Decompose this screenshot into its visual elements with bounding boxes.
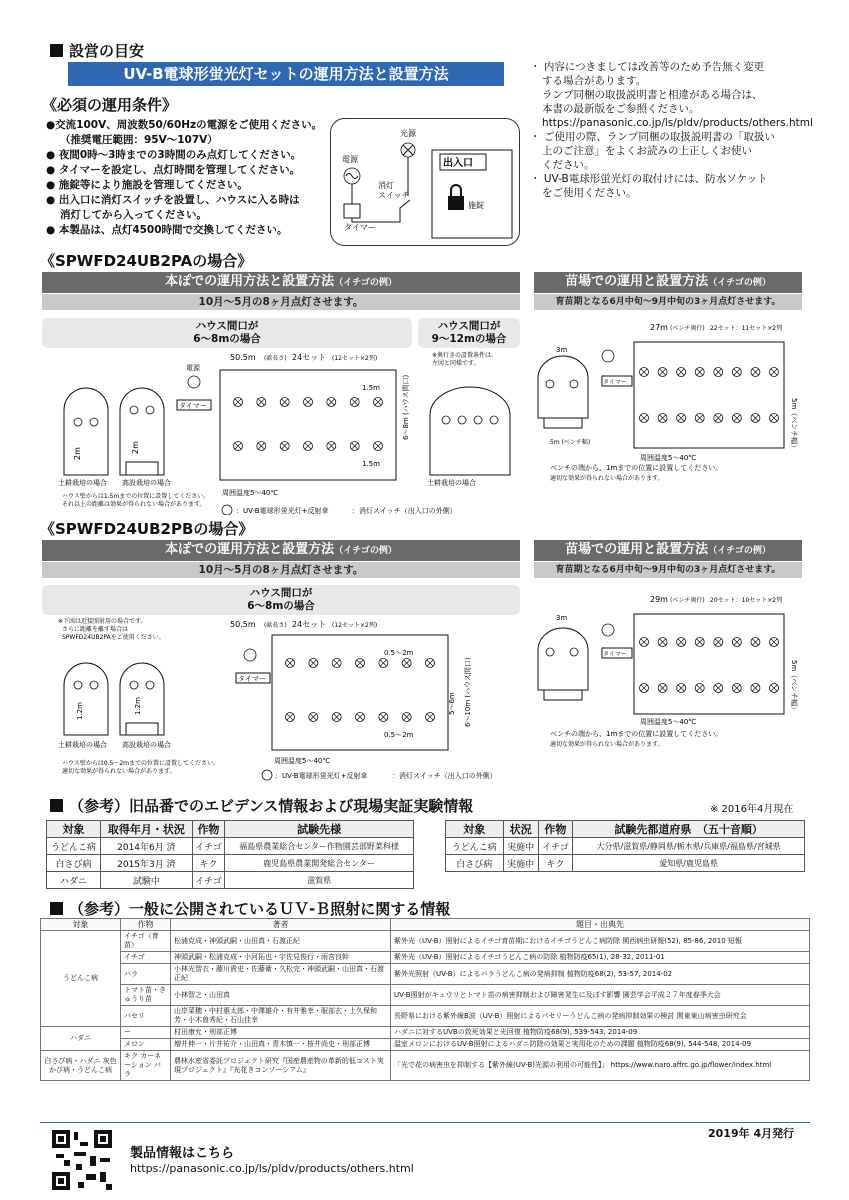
- table-row: 白さび病・ハダニ 灰色かび病・うどんこ病 キク カーネーション バラ 農林水産省委託プロジェクト研究『国産農産物の革新的低コスト実現プロジェクト』『光花きコンソーシアム』 「光で花の病害虫を抑制する【紫外線(UV-B)光源の利用の可能性】」 https://www.naro.affrc.go.jp/flower/index.html: [41, 1051, 810, 1081]
- wiring-diagram: [330, 118, 520, 246]
- note-line: ランプ同梱の取扱説明書と相違がある場合は、: [542, 89, 763, 101]
- table-row: ハダニ 試験中 イチゴ 滋賀県: [47, 872, 414, 889]
- house-width-tag-2: ハウス間口が 9～12mの場合: [418, 318, 520, 348]
- note-line: をご使用ください。: [542, 187, 637, 199]
- svg-text:(12セット×2列): (12セット×2列): [332, 355, 378, 362]
- public-table: 対象 作物 著者 題目・出典先 うどんこ病 イチゴ（育苗） 松浦克成・神頭武嗣・山田真・石渡正紀 紫外光（UV-B）照射によるイチゴ育苗期におけるイチゴうどんこ病防除 関西病虫研報(52), 85-86, 2010 短報 イチゴ 神頭武嗣・松浦克成・小河拓也・宇佐見俊行・雨宮良幹 紫外光（UV-B）照射によるイチゴうどんこ病の防除 植物防疫65(1), 28-32, 2011-01 バラ 小林光智衣・藤川貴史・佐藤衛・久松完・神頭武嗣・山田真・石渡正紀 紫外光照射（UV-B）によるバラうどんこ病の発病抑制 植物防疫68(2), 53-57, 2014-02 トマト苗・きゅうり苗 小林智之・山田真 UV-B照射がキュウリとトマト苗の病害抑制および障害発生に及ぼす影響 園芸学会平成２７年度春季大会 パセリ 山岸菜穂・中村惠太郎・中澤雄介・有井雅幸・服部玄・上久保和芳・小木曽秀紀・石山佳幸 長野県における紫外線B波（UV-B）照射によるパセリーうどんこ病の発病抑制効果の検討 関東東山病害虫研究会 ハダニ ー 村田康允・刑部正博 ハダニに対するUVBの致死効果と光回復 植物防疫68(9), 539-543, 2014-09 メロン 増井伸一・片井祐介・山田真・青木慎一・桜井尚史・刑部正博 温室メロンにおけるUV-B照射によるハダニ防除の効果と実用化のための課題 植物防疫68(9), 544-548, 2014-09 白さび病・ハダニ 灰色かび病・うどんこ病 キク カーネーション バラ 農林水産省委託プロジェクト研究『国産農産物の革新的低コスト実現プロジェクト』『光花きコンソーシアム』 「光で花の病害虫を抑制する【紫外線(UV-B)光源の利用の可能性】」 https://www.naro.affrc.go.jp/flower/index.html: [40, 918, 810, 1081]
- cond-item: ● 夜間0時～3時までの3時間のみ点灯してください。: [46, 149, 302, 161]
- svg-text:5m（ベンチ幅）: 5m（ベンチ幅）: [790, 398, 798, 452]
- svg-text:左図と同様です。: 左図と同様です。: [432, 360, 480, 367]
- note-line: ください。: [542, 159, 595, 171]
- svg-text:適切な効果が得られない場合があります。: 適切な効果が得られない場合があります。: [550, 475, 664, 482]
- table-row: トマト苗・きゅうり苗 小林智之・山田真 UV-B照射がキュウリとトマト苗の病害抑制および障害発生に及ぼす影響 園芸学会平成２７年度春季大会: [41, 985, 810, 1006]
- cond-item: （推奨電圧範囲：95V～107V）: [60, 134, 218, 146]
- house-width-tag-1: ハウス間口が 6～8mの場合: [42, 318, 412, 348]
- note-line: する場合があります。: [542, 75, 647, 87]
- section-b-title: 《SPWFD24UB2PBの場合》: [40, 520, 254, 538]
- section-heading: 設営の目安: [50, 40, 144, 61]
- switch-label-2: スイッチ: [378, 191, 410, 200]
- paddy-layout-diagram-b: [42, 615, 522, 785]
- svg-text:3m: 3m: [556, 614, 568, 622]
- cond-item: ●交流100V、周波数50/60Hzの電源をご使用ください。: [46, 119, 323, 131]
- svg-text:5～6m: 5～6m: [448, 692, 456, 715]
- svg-text:(畝長さ): (畝長さ): [264, 622, 287, 629]
- svg-text:27m: 27m: [650, 323, 668, 332]
- nursery-layout-diagram-b: [530, 590, 820, 755]
- svg-text:※奥行きの設置条件は、: ※奥行きの設置条件は、: [432, 352, 498, 359]
- table-row: うどんこ病 2014年6月 済 イチゴ 福島県農業総合センター作物園芸部野菜科様: [47, 838, 414, 855]
- svg-text:ハウス壁からは0.5～2mまでの位置に設置してください。: ハウス壁からは0.5～2mまでの位置に設置してください。: [62, 760, 220, 767]
- svg-text:周囲温度5～40℃: 周囲温度5～40℃: [640, 718, 697, 726]
- svg-text:2m: 2m: [73, 447, 82, 460]
- svg-text:20セット：10セット×2列: 20セット：10セット×2列: [710, 597, 783, 604]
- table-row: うどんこ病 イチゴ（育苗） 松浦克成・神頭武嗣・山田真・石渡正紀 紫外光（UV-B）照射によるイチゴ育苗期におけるイチゴうどんこ病防除 関西病虫研報(52), 85-86, 2010 短報: [41, 931, 810, 952]
- svg-text:0.5～2m: 0.5～2m: [384, 731, 414, 739]
- paddy-bar: 本ぽでの運用方法と設置方法（イチゴの例）: [42, 272, 520, 293]
- svg-text:SPWFD24UB2PAをご使用ください。: SPWFD24UB2PAをご使用ください。: [62, 634, 165, 641]
- svg-text:適切な効果が得られない場合があります。: 適切な効果が得られない場合があります。: [550, 741, 664, 748]
- nursery-bar: 苗場での運用と設置方法（イチゴの例）: [534, 272, 802, 293]
- note-line: ・ 内容につきましては改善等のため予告無く変更: [530, 61, 765, 73]
- svg-text:5m (ベンチ幅): 5m (ベンチ幅): [550, 439, 591, 446]
- temp-label: 周囲温度5～40℃: [222, 489, 279, 497]
- qr-code-icon[interactable]: [50, 1128, 114, 1192]
- nursery-period-b: 育苗期となる6月中旬～9月中旬の3ヶ月点灯させます。: [534, 562, 802, 578]
- length-label: 50.5m: [230, 353, 256, 362]
- legend-switch: ：消灯スイッチ（出入口の外側）: [352, 507, 457, 515]
- evidence-table-left: 対象 取得年月・状況 作物 試験先様 うどんこ病 2014年6月 済 イチゴ 福島県農業総合センター作物園芸部野菜科様 白さび病 2015年3月 済 キク 鹿児島県農業開発総合センター ハダニ 試験中 イチゴ 滋賀県: [46, 820, 414, 889]
- svg-text:タイマー: タイマー: [603, 379, 627, 386]
- timer-label: タイマー: [344, 223, 376, 232]
- svg-text:1.2m: 1.2m: [134, 697, 142, 715]
- nursery-period: 育苗期となる6月中旬～9月中旬の3ヶ月点灯させます。: [534, 294, 802, 310]
- svg-text:タイマー: タイマー: [238, 675, 266, 683]
- svg-text:29m: 29m: [650, 595, 668, 604]
- svg-text:(ベンチ奥行): (ベンチ奥行): [670, 597, 705, 604]
- svg-text:24セット: 24セット: [292, 620, 327, 629]
- table-row: ハダニ ー 村田康允・刑部正博 ハダニに対するUVBの致死効果と光回復 植物防疫68(9), 539-543, 2014-09: [41, 1027, 810, 1039]
- cond-item: ● 出入口に消灯スイッチを設置し、ハウスに入る時は: [46, 194, 300, 206]
- table-row: バラ 小林光智衣・藤川貴史・佐藤衛・久松完・神頭武嗣・山田真・石渡正紀 紫外光照射（UV-B）によるバラうどんこ病の発病抑制 植物防疫68(2), 53-57, 2014-02: [41, 964, 810, 985]
- svg-text:タイマー: タイマー: [603, 651, 627, 658]
- svg-text:周囲温度5～40℃: 周囲温度5～40℃: [274, 757, 331, 765]
- table-row: 白さび病 実施中 キク 愛知県/鹿児島県: [446, 855, 805, 872]
- svg-text:24セット: 24セット: [292, 353, 327, 362]
- entrance-label: 出入口: [443, 158, 473, 169]
- svg-text:6～10m (ハウス間口): 6～10m (ハウス間口): [464, 657, 472, 727]
- svg-text:6～8m (ハウス間口): 6～8m (ハウス間口): [402, 374, 410, 440]
- plan-timer-label: タイマー: [179, 402, 207, 410]
- lock-label: 施錠: [468, 201, 484, 210]
- cond-item: 消灯してから入ってください。: [60, 209, 207, 221]
- svg-text:1.2m: 1.2m: [76, 702, 84, 720]
- section-a-title: 《SPWFD24UB2PAの場合》: [40, 252, 253, 270]
- banner: UV-B電球形蛍光灯セットの運用方法と設置方法: [68, 62, 504, 86]
- table-row: イチゴ 神頭武嗣・松浦克成・小河拓也・宇佐見俊行・雨宮良幹 紫外光（UV-B）照射によるイチゴうどんこ病の防除 植物防疫65(1), 28-32, 2011-01: [41, 952, 810, 964]
- svg-text:ベンチの端から、1mまでの位置に設置してください。: ベンチの端から、1mまでの位置に設置してください。: [550, 730, 723, 738]
- svg-text:0.5～2m: 0.5～2m: [384, 649, 414, 657]
- notes: [530, 60, 830, 200]
- svg-text:(ベンチ奥行): (ベンチ奥行): [670, 325, 705, 332]
- note-line: 本書の最新版をご参照ください。: [542, 103, 700, 115]
- table-row: うどんこ病 実施中 イチゴ 大分県/滋賀県/静岡県/栃木県/兵庫県/福島県/宮城県: [446, 838, 805, 855]
- paddy-layout-diagram-a: [42, 350, 522, 515]
- svg-text:高設栽培の場合: 高設栽培の場合: [122, 741, 171, 749]
- issue-date: 2019年 4月発行: [708, 1127, 795, 1140]
- table-row: パセリ 山岸菜穂・中村惠太郎・中澤雄介・有井雅幸・服部玄・上久保和芳・小木曽秀紀・石山佳幸 長野県における紫外線B波（UV-B）照射によるパセリーうどんこ病の発病抑制効果の検討 関東東山病害虫研究会: [41, 1006, 810, 1027]
- product-info-label: 製品情報はこちら: [130, 1146, 235, 1161]
- svg-text:1.5m: 1.5m: [362, 460, 380, 468]
- svg-text:：UV-B電球形蛍光灯+反射傘: ：UV-B電球形蛍光灯+反射傘: [275, 772, 368, 780]
- cond-item: ● タイマーを設定し、点灯時間を管理してください。: [46, 164, 301, 176]
- svg-text:1.5m: 1.5m: [362, 384, 380, 392]
- high-bed-label: 高設栽培の場合: [122, 479, 171, 487]
- product-info-link[interactable]: https://panasonic.co.jp/ls/pldv/products/others.html: [130, 1162, 414, 1175]
- svg-text:50.5m: 50.5m: [230, 620, 256, 629]
- evidence-date: ※ 2016年4月現在: [710, 804, 794, 815]
- wall-note: それ以上の距離は効果が得られない場合があります。: [62, 501, 206, 508]
- nursery-bar-b: 苗場での運用と設置方法（イチゴの例）: [534, 540, 802, 561]
- legend-lamp: ：UV-B電球形蛍光灯+反射傘: [236, 507, 329, 515]
- svg-text:※下図は近接照射用の場合です。: ※下図は近接照射用の場合です。: [58, 618, 147, 625]
- wall-note: ハウス壁からは1.5mまでの位置に設置してください。: [62, 493, 210, 500]
- table-row: メロン 増井伸一・片井祐介・山田真・青木慎一・桜井尚史・刑部正博 温室メロンにおけるUV-B照射によるハダニ防除の効果と実用化のための課題 植物防疫68(9), 544-548, 2014-09: [41, 1039, 810, 1051]
- note-line: 上のご注意」をよくお読みの上正しくお使い: [542, 145, 752, 157]
- lamp-label: 光源: [400, 129, 416, 138]
- conditions-title: 《必須の運用条件》: [42, 96, 178, 114]
- nursery-layout-diagram-a: [530, 318, 820, 493]
- svg-text:ベンチの端から、1mまでの位置に設置してください。: ベンチの端から、1mまでの位置に設置してください。: [550, 464, 723, 472]
- svg-text:適切な効果が得られない場合があります。: 適切な効果が得られない場合があります。: [62, 768, 176, 775]
- lock-icon: [448, 196, 464, 210]
- svg-text:3m: 3m: [556, 346, 568, 354]
- note-line: ・ ご使用の際、ランプ同梱の取扱説明書の「取扱い: [530, 131, 775, 143]
- soil-label: 土耕栽培の場合: [427, 479, 476, 487]
- svg-text:(12セット×2列): (12セット×2列): [332, 622, 378, 629]
- plan-power-label: 電源: [186, 364, 200, 372]
- note-line: ・ UV-B電球形蛍光灯の取付けには、防水ソケット: [530, 173, 768, 185]
- switch-label: 消灯: [378, 181, 394, 190]
- svg-text:22セット：11セット×2列: 22セット：11セット×2列: [710, 325, 783, 332]
- power-label: 電源: [342, 155, 358, 164]
- svg-text:さらに距離を離す場合は: さらに距離を離す場合は: [62, 626, 129, 633]
- svg-text:2m: 2m: [131, 441, 140, 454]
- svg-text:(畝長さ): (畝長さ): [264, 355, 287, 362]
- note-url: https://panasonic.co.jp/ls/pldv/products/others.html: [542, 117, 813, 129]
- svg-text:：消灯スイッチ（出入口の外側）: ：消灯スイッチ（出入口の外側）: [392, 772, 497, 780]
- cond-item: ● 本製品は、点灯4500時間で交換してください。: [46, 224, 288, 236]
- evidence-heading: （参考）旧品番でのエビデンス情報および現場実証実験情報: [50, 795, 473, 816]
- public-heading: （参考）一般に公開されているＵＶ-Ｂ照射に関する情報: [50, 898, 450, 919]
- house-width-tag-b: ハウス間口が 6～8mの場合: [42, 585, 520, 615]
- table-row: 白さび病 2015年3月 済 キク 鹿児島県農業開発総合センター: [47, 855, 414, 872]
- paddy-period: 10月～5月の8ヶ月点灯させます。: [42, 294, 520, 310]
- paddy-period-b: 10月～5月の8ヶ月点灯させます。: [42, 562, 520, 578]
- evidence-table-right: 対象 状況 作物 試験先都道府県 （五十音順） うどんこ病 実施中 イチゴ 大分県/滋賀県/静岡県/栃木県/兵庫県/福島県/宮城県 白さび病 実施中 キク 愛知県/鹿児島県: [445, 820, 805, 872]
- cond-item: ● 施錠等により施設を管理してください。: [46, 179, 248, 191]
- svg-text:周囲温度5～40℃: 周囲温度5～40℃: [640, 454, 697, 462]
- footer-rule: [40, 1122, 810, 1123]
- paddy-bar-b: 本ぽでの運用方法と設置方法（イチゴの例）: [42, 540, 520, 561]
- timer-icon: [344, 204, 360, 218]
- svg-text:土耕栽培の場合: 土耕栽培の場合: [58, 741, 107, 749]
- soil-label: 土耕栽培の場合: [58, 479, 107, 487]
- svg-text:5m（ベンチ幅）: 5m（ベンチ幅）: [790, 660, 798, 714]
- conditions-list: [46, 118, 336, 238]
